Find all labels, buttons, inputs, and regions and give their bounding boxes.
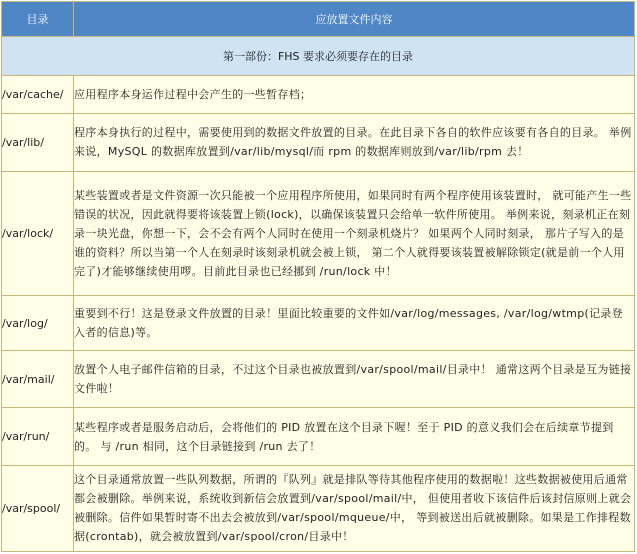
table-header-row xyxy=(2,2,635,37)
fhs-var-directory-table xyxy=(1,1,635,552)
table-row xyxy=(2,408,635,465)
description-cell: 这个目录通常放置一些队列数据，所谓的『队列』就是排队等待其他程序使用的数据啦！这些数据被使用后通常都会被删除。举例来说，系统收到新信会放置到/var/spool/mail/中， 但使用者收下该信件后该封信原则上就会被删除。信件如果暂时寄不出去会被放到/var/spool/mqueue/中， 等到被送出后就被删除。如果是工作排程数据(crontab)，就会被放置到/var/spool/cron/目录中！ xyxy=(74,465,635,551)
table-row xyxy=(2,171,635,295)
table-row xyxy=(2,465,635,551)
directory-cell: /var/mail/ xyxy=(2,351,74,408)
section-title: 第一部份：FHS 要求必须要存在的目录 xyxy=(2,37,635,76)
table-row xyxy=(2,76,635,114)
header-directory: 目录 xyxy=(2,2,74,37)
description-cell: 程序本身执行的过程中，需要使用到的数据文件放置的目录。在此目录下各自的软件应该要有各自的目录。 举例来说，MySQL 的数据库放置到/var/lib/mysql/而 rpm 的数据库则放到/var/lib/rpm 去！ xyxy=(74,114,635,171)
table-row xyxy=(2,296,635,351)
table-row xyxy=(2,114,635,171)
description-cell: 某些程序或者是服务启动后，会将他们的 PID 放置在这个目录下喔！至于 PID 的意义我们会在后续章节提到的。 与 /run 相同，这个目录链接到 /run 去了！ xyxy=(74,408,635,465)
directory-cell: /var/lock/ xyxy=(2,171,74,295)
description-cell: 放置个人电子邮件信箱的目录，不过这个目录也被放置到/var/spool/mail/目录中！ 通常这两个目录是互为链接文件啦！ xyxy=(74,351,635,408)
table-row xyxy=(2,351,635,408)
description-cell: 应用程序本身运作过程中会产生的一些暂存档； xyxy=(74,76,635,114)
header-content: 应放置文件内容 xyxy=(74,2,635,37)
directory-cell: /var/lib/ xyxy=(2,114,74,171)
directory-cell: /var/cache/ xyxy=(2,76,74,114)
description-cell: 某些装置或者是文件资源一次只能被一个应用程序所使用，如果同时有两个程序使用该装置时， 就可能产生一些错误的状况，因此就得要将该装置上锁(lock)，以确保该装置只会给单一软件所使用。 举例来说，刻录机正在刻录一块光盘，你想一下，会不会有两个人同时在使用一个刻录机烧片？ 如果两个人同时刻录， 那片子写入的是谁的资料？所以当第一个人在刻录时该刻录机就会被上锁， 第二个人就得要该装置被解除锁定(就是前一个人用完了)才能够继续使用啰。目前此目录也已经挪到 /run/lock 中！ xyxy=(74,171,635,295)
directory-cell: /var/run/ xyxy=(2,408,74,465)
section-row xyxy=(2,37,635,76)
description-cell: 重要到不行！这是登录文件放置的目录！里面比较重要的文件如/var/log/messages, /var/log/wtmp(记录登入者的信息)等。 xyxy=(74,296,635,351)
directory-cell: /var/spool/ xyxy=(2,465,74,551)
directory-cell: /var/log/ xyxy=(2,296,74,351)
